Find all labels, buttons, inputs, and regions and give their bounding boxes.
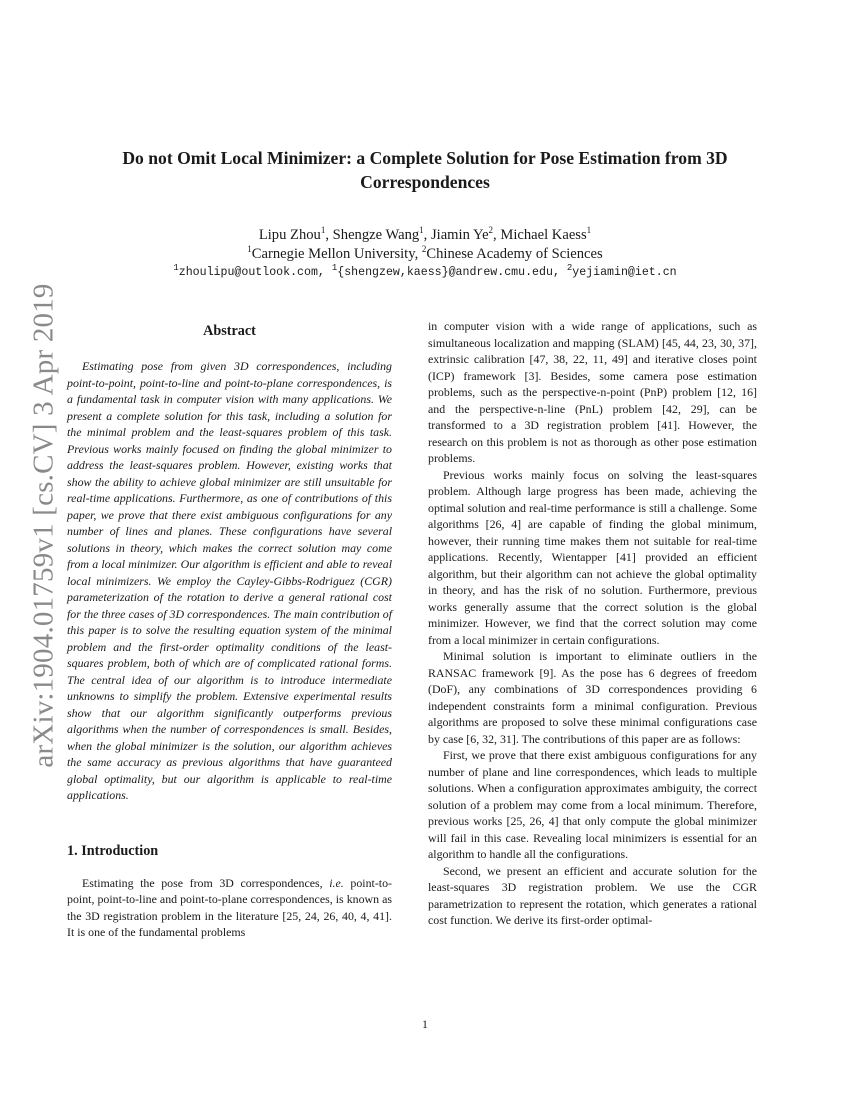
author-name: Lipu Zhou — [258, 227, 321, 243]
email-affiliation-mark: 1 — [173, 263, 179, 274]
author-affiliation-mark: 1 — [419, 225, 424, 236]
email-address[interactable]: {shengzew,kaess}@andrew.cmu.edu — [337, 266, 553, 279]
abstract-heading: Abstract — [203, 323, 256, 339]
arxiv-identifier-stamp — [22, 282, 66, 768]
left-column — [67, 318, 392, 941]
page-number: 1 — [422, 1017, 428, 1031]
affiliation-mark: 1 — [247, 244, 252, 255]
affiliation-name: Chinese Academy of Sciences — [426, 246, 603, 262]
arxiv-identifier-text: arXiv:1904.01759v1 [cs.CV] 3 Apr 2019 — [27, 282, 60, 768]
author-name: Jiamin Ye — [430, 227, 489, 243]
body-paragraph: in computer vision with a wide range of applications, such as simultaneous localization and mapping (SLAM) [45, 44, 23, 30, 37], extrinsic calibration [47, 38, 22, 11, 49] and iterative closes point (ICP) framework [3]. Besides, some camera pose estimation problems, such as the perspective-n-point (PnP) problem [12, 16] and the perspective-n-line (PnL) problem [42, 29], can be transformed to a 3D registration problem [41]. However, the research on this problem is not as thorough as other pose estimation problems. — [428, 319, 757, 465]
author-name: Shengze Wang — [332, 227, 420, 243]
author-name: Michael Kaess — [500, 227, 587, 243]
body-paragraph: Second, we present an efficient and accurate solution for the least-squares 3D registration problem. We use the CGR parametrization to represent the rotation, which generates a rational cost function. We derive its first-order optimal- — [428, 863, 757, 927]
body-paragraph: Previous works mainly focus on solving the least-squares problem. Although large progress has been made, achieving the optimal solution and real-time performance is still a challenge. Some algorithms [26, 4] are capable of finding the global minimum, however, their running time makes them not suitable for real-time applications. Recently, Wientapper [41] provided an efficient algorithm, but their algorithm can not achieve the global optimality in theory, and has the risk of no solution. Furthermore, previous works generally assume that the correct solution is the global minimizer. However, we find that the correct solution may come from a local minimizer in certain configurations. — [428, 467, 757, 647]
paper-title: Do not Omit Local Minimizer: a Complete Solution for Pose Estimation from 3D Correspondences — [122, 148, 728, 192]
author-affiliation-mark: 1 — [586, 225, 592, 236]
intro-text: Estimating the pose from 3D correspondences, — [82, 875, 330, 890]
email-affiliation-mark: 2 — [566, 263, 573, 274]
author-affiliation-mark: 2 — [488, 225, 494, 236]
email-address[interactable]: yejiamin@iet.cn — [572, 266, 677, 279]
affiliation-list: $^1$Carnegie Mellon University, $^2$Chinese Academy of Sciences — [247, 244, 603, 262]
intro-ie-abbrev: i.e. — [329, 875, 344, 890]
abstract-text: Estimating pose from given 3D correspondences, including point-to-point, point-to-line and point-to-plane correspondences, is a fundamental task in computer vision with many applications. We present a complete solution for this task, including a solution for the minimal problem and the least-squares problem of this task. Previous works mainly focused on finding the global minimizer to address the least-squares problem. However, existing works that show the ability to achieve global minimizer are still unsuitable for real-time applications. Furthermore, as one of contributions of this paper, we prove that there exist ambiguous configurations for any number of lines and planes. These configurations have several solutions in theory, which makes the correct solution may come from a local minimizer. Our algorithm is efficient and able to reveal local minimizers. We employ the Cayley-Gibbs-Rodriguez (CGR) parameterization of the rotation to derive a general rational cost for the three cases of 3D correspondences. The main contribution of this paper is to solve the resulting equation system of the minimal problem and the first-order optimality conditions of the least-squares problem, both of which are of complicated rational forms. The central idea of our algorithm is to introduce intermediate unknowns to simplify the problem. Extensive experimental results show that our algorithm significantly outperforms previous algorithms when the number of correspondences is small. Besides, when the global minimizer is the solution, our algorithm achieves the same accuracy as previous algorithms that have guaranteed global optimality, but our algorithm is applicable to real-time applications. — [67, 359, 392, 802]
body-paragraph: First, we prove that there exist ambiguous configurations for any number of plane and line correspondences, which leads to multiple solutions. When a configuration approximates ambiguity, the correct solution of a problem may come from a local minimum. Therefore, previous works [25, 26, 4] that only compute the global minimizer will fail in this case. Revealing local minimizers is essential for an algorithm to handle all the configurations. — [428, 748, 757, 861]
email-address[interactable]: zhoulipu@outlook.com — [178, 266, 318, 279]
email-affiliation-mark: 1 — [331, 263, 338, 274]
email-list: $^1$zhoulipu@outlook.com, $^1${shengzew,kaess}@andrew.cmu.edu, $^2$yejiamin@iet.cn — [173, 263, 677, 279]
right-column — [428, 318, 757, 929]
affiliation-mark: 2 — [421, 244, 427, 255]
author-affiliation-mark: 1 — [320, 225, 326, 236]
intro-paragraph — [67, 875, 392, 941]
author-list: Lipu Zhou$^1$, Shengze Wang$^1$, Jiamin Ye$^2$, Michael Kaess$^1$ — [258, 225, 592, 243]
intro-text: point-to-point, point-to-line and point-to-plane correspondences, is known as the 3D registration problem in the literature [25, 24, 26, 40, 4, 41]. It is one of the fundamental problems — [67, 875, 392, 939]
affiliation-name: Carnegie Mellon University — [251, 246, 415, 262]
section-heading-introduction: 1. Introduction — [67, 842, 159, 859]
author-block — [70, 226, 780, 264]
body-paragraph: Minimal solution is important to eliminate outliers in the RANSAC framework [9]. As the pose has 6 degrees of freedom (DoF), any combinations of 3D correspondences providing 6 independent constraints form a minimal configuration. Previous algorithms are proposed to solve these minimal configurations case by case [6, 32, 31]. The contributions of this paper are as follows: — [428, 649, 757, 746]
